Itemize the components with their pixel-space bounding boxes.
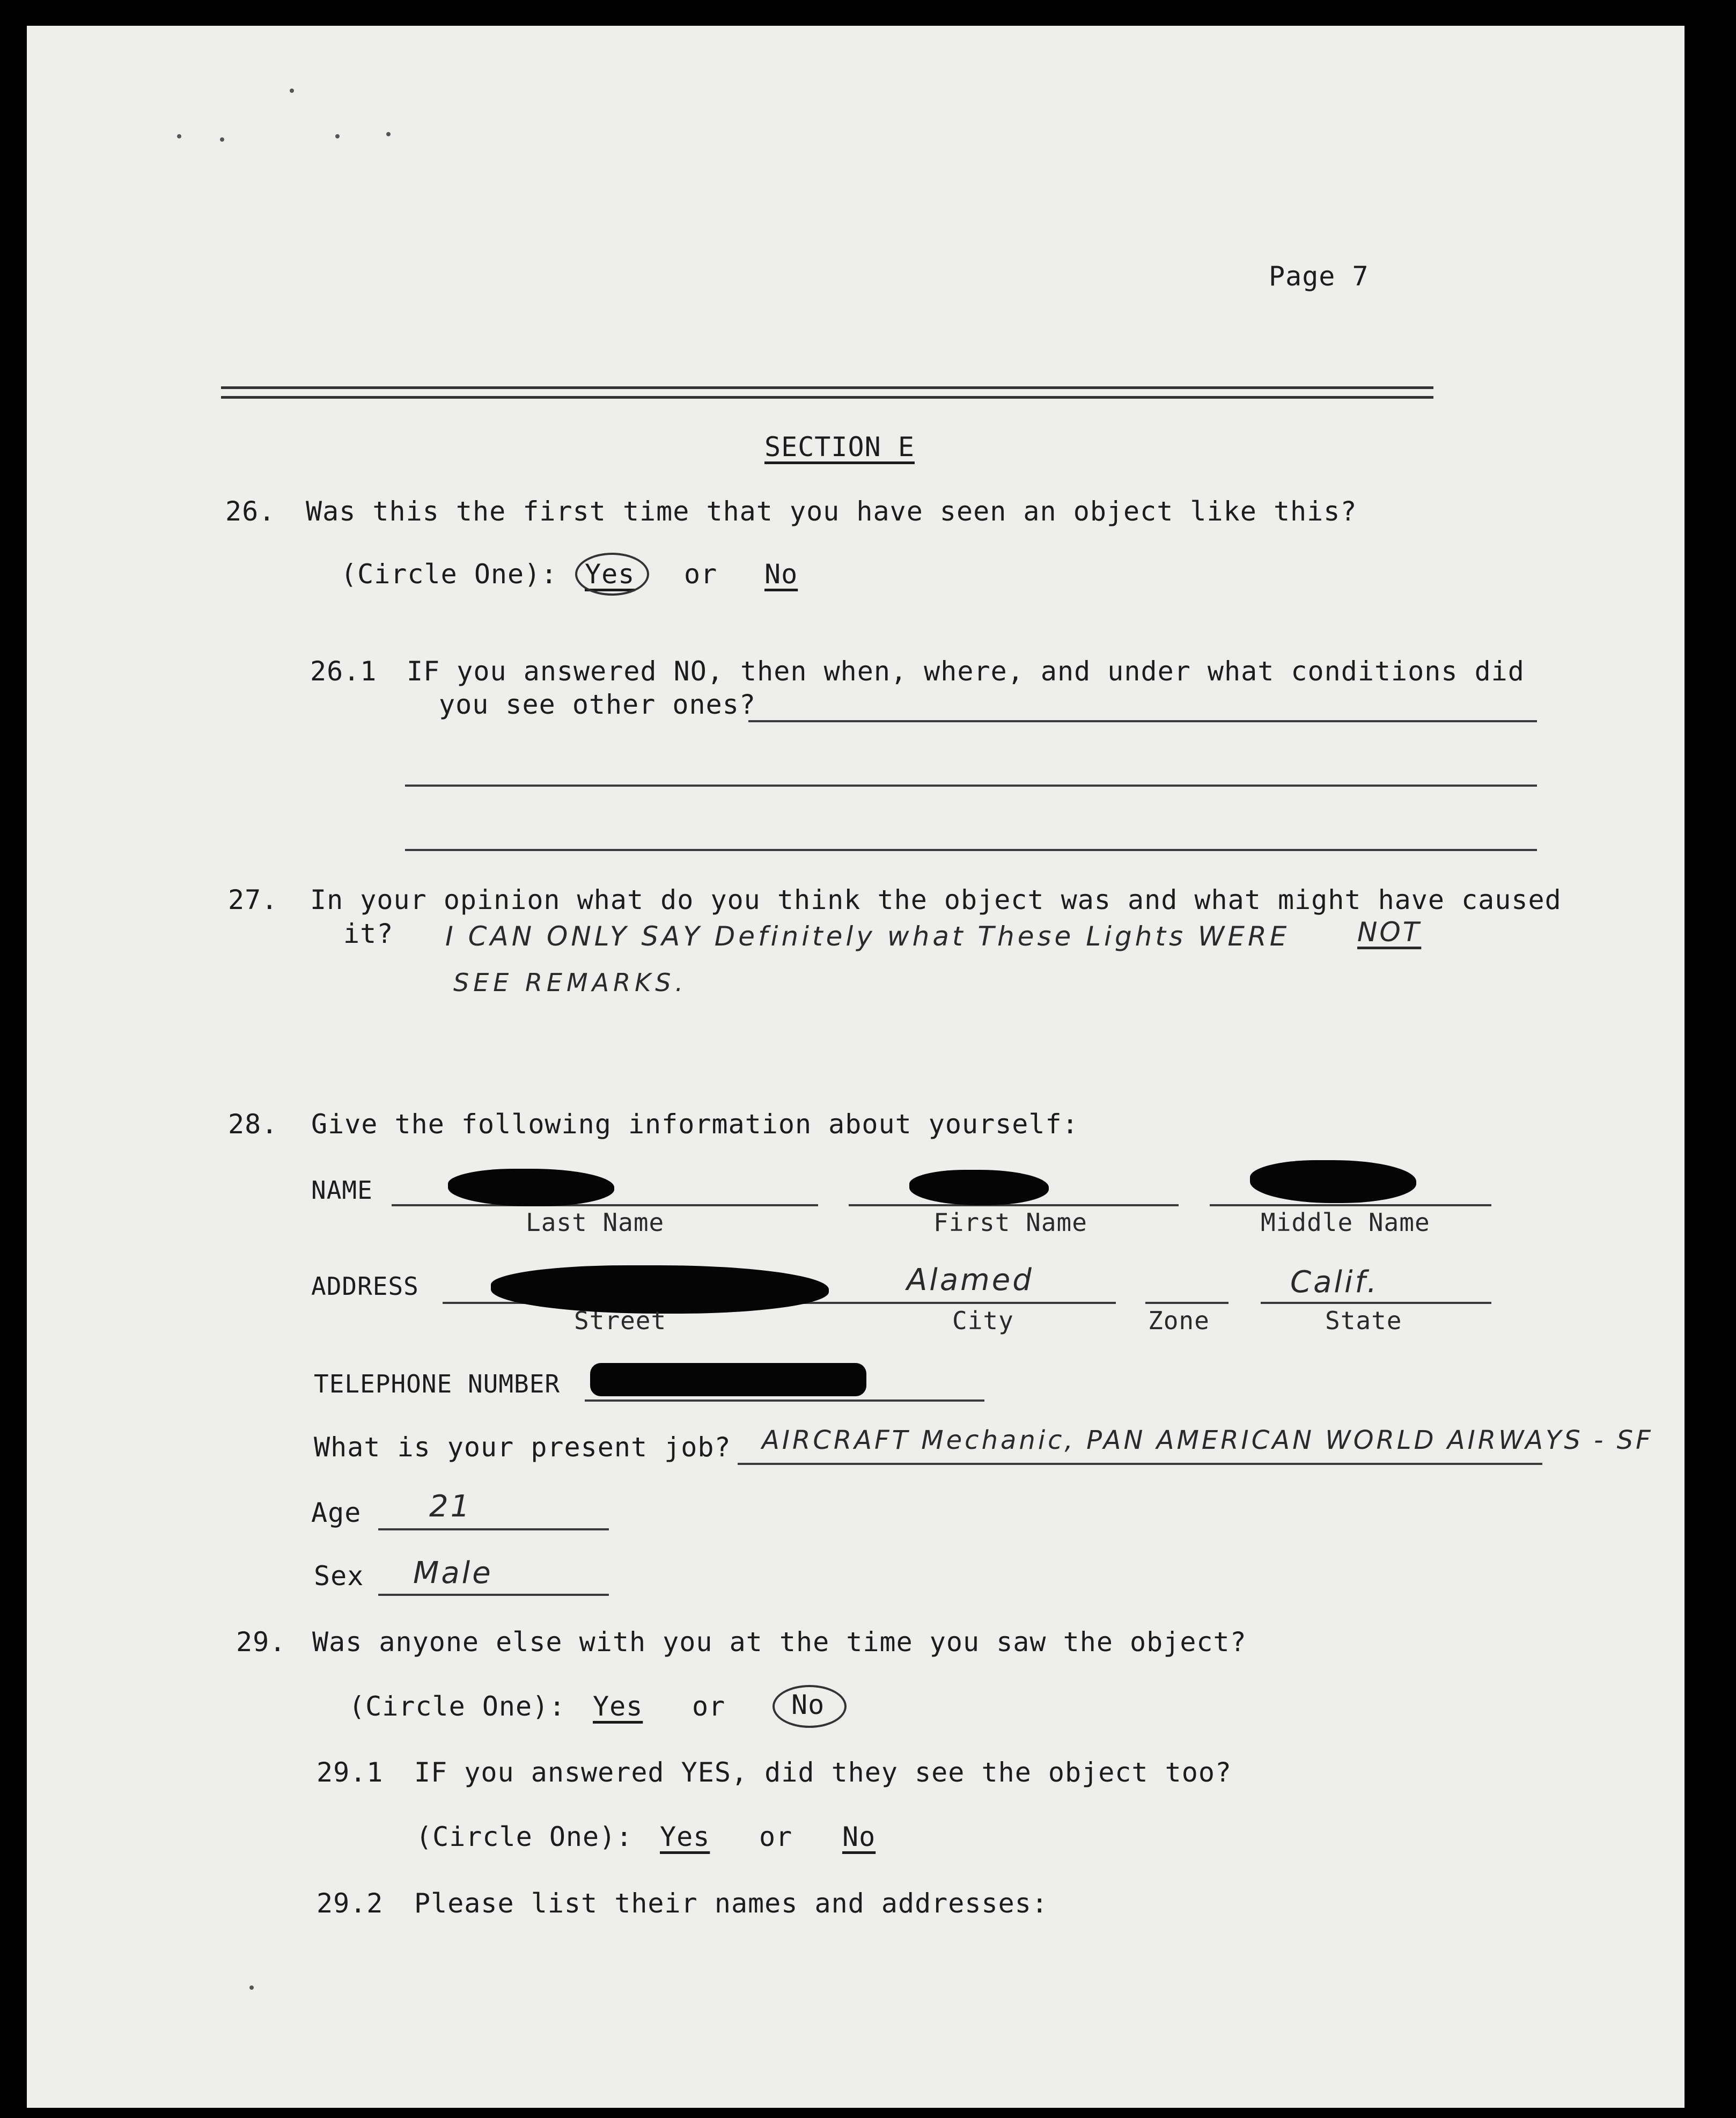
job-line[interactable] (738, 1463, 1542, 1465)
city-line[interactable] (834, 1302, 1116, 1304)
q28-number: 28. (228, 1109, 278, 1140)
q29-text: Was anyone else with you at the time you saw the object? (312, 1626, 1247, 1658)
q26-option-no[interactable]: No (764, 559, 798, 590)
middle-name-line[interactable] (1210, 1204, 1491, 1206)
scan-speck (249, 1985, 254, 1990)
q29-1-option-no[interactable]: No (842, 1821, 876, 1852)
q26-text: Was this the first time that you have seen an object like this? (306, 496, 1357, 527)
q26-1-answer-line-2[interactable] (405, 785, 1537, 787)
state-value: Calif. (1290, 1265, 1379, 1300)
q26-1-answer-line-3[interactable] (405, 849, 1537, 851)
q29-number: 29. (236, 1626, 286, 1658)
q29-1-or: or (759, 1821, 793, 1852)
q29-2-text: Please list their names and addresses: (414, 1888, 1048, 1919)
address-label: ADDRESS (311, 1272, 419, 1301)
q28-text: Give the following information about yourself: (311, 1109, 1079, 1140)
q26-1-answer-line-1[interactable] (748, 720, 1537, 722)
q29-option-yes[interactable]: Yes (593, 1691, 643, 1722)
redaction-middle-name (1250, 1160, 1416, 1203)
header-rule-top (221, 386, 1433, 389)
redaction-telephone (590, 1363, 866, 1396)
q29-circle-label: (Circle One): (349, 1691, 566, 1722)
name-label: NAME (311, 1176, 373, 1205)
state-label: State (1325, 1306, 1402, 1335)
q26-1-line2: you see other ones? (439, 689, 756, 720)
first-name-label: First Name (933, 1208, 1087, 1237)
first-name-line[interactable] (849, 1204, 1179, 1206)
section-title: SECTION E (764, 431, 915, 463)
city-label: City (952, 1306, 1014, 1335)
telephone-label: TELEPHONE NUMBER (314, 1369, 561, 1398)
last-name-label: Last Name (526, 1208, 665, 1237)
job-value: AIRCRAFT Mechanic, PAN AMERICAN WORLD AIRWAYS - SF (762, 1425, 1653, 1455)
q29-or: or (692, 1691, 726, 1722)
telephone-line[interactable] (585, 1399, 984, 1402)
q29-1-text: IF you answered YES, did they see the object too? (414, 1757, 1232, 1788)
age-label: Age (311, 1497, 362, 1528)
scan-speck (290, 89, 294, 93)
q29-no-circle-mark (773, 1685, 847, 1728)
q27-line2: it? (343, 918, 394, 949)
q29-1-option-yes[interactable]: Yes (660, 1821, 710, 1852)
header-rule-bottom (221, 396, 1433, 399)
redaction-first-name (909, 1170, 1049, 1205)
scan-border (1684, 0, 1736, 2118)
street-label: Street (574, 1306, 667, 1335)
age-value: 21 (429, 1489, 472, 1524)
q29-option-no[interactable]: No (791, 1689, 825, 1720)
q29-2-number: 29.2 (317, 1888, 384, 1919)
scan-speck (220, 137, 224, 142)
zone-line[interactable] (1145, 1302, 1229, 1304)
scan-speck (386, 132, 391, 136)
zone-label: Zone (1148, 1306, 1210, 1335)
q26-or: or (684, 559, 718, 590)
sex-line[interactable] (378, 1594, 609, 1596)
sex-value: Male (413, 1556, 493, 1591)
sex-label: Sex (314, 1560, 364, 1592)
q27-answer-emphasis: NOT (1357, 917, 1422, 948)
last-name-line[interactable] (392, 1204, 818, 1206)
q29-1-number: 29.1 (317, 1757, 384, 1788)
scan-speck (335, 134, 340, 138)
state-line[interactable] (1261, 1302, 1491, 1304)
age-line[interactable] (378, 1528, 609, 1530)
scan-speck (177, 134, 181, 138)
q29-1-circle-label: (Circle One): (416, 1821, 633, 1852)
q27-line1: In your opinion what do you think the object was and what might have caused (310, 884, 1562, 915)
q26-option-yes[interactable]: Yes (585, 559, 635, 590)
page-number: Page 7 (1269, 261, 1369, 292)
form-page (27, 26, 1684, 2108)
q26-circle-label: (Circle One): (341, 559, 558, 590)
city-value: Alamed (907, 1263, 1034, 1298)
q26-1-number: 26.1 (310, 656, 377, 687)
q27-answer-line1: I CAN ONLY SAY Definitely what These Lights WERE (445, 921, 1290, 952)
middle-name-label: Middle Name (1261, 1208, 1430, 1237)
job-label: What is your present job? (314, 1432, 731, 1463)
q27-answer-line2: SEE REMARKS. (453, 968, 688, 997)
redaction-last-name (448, 1169, 614, 1206)
q26-number: 26. (225, 496, 276, 527)
q27-number: 27. (228, 884, 278, 915)
q26-yes-circle-mark (575, 553, 649, 596)
q26-1-line1: IF you answered NO, then when, where, and under what conditions did (407, 656, 1525, 687)
